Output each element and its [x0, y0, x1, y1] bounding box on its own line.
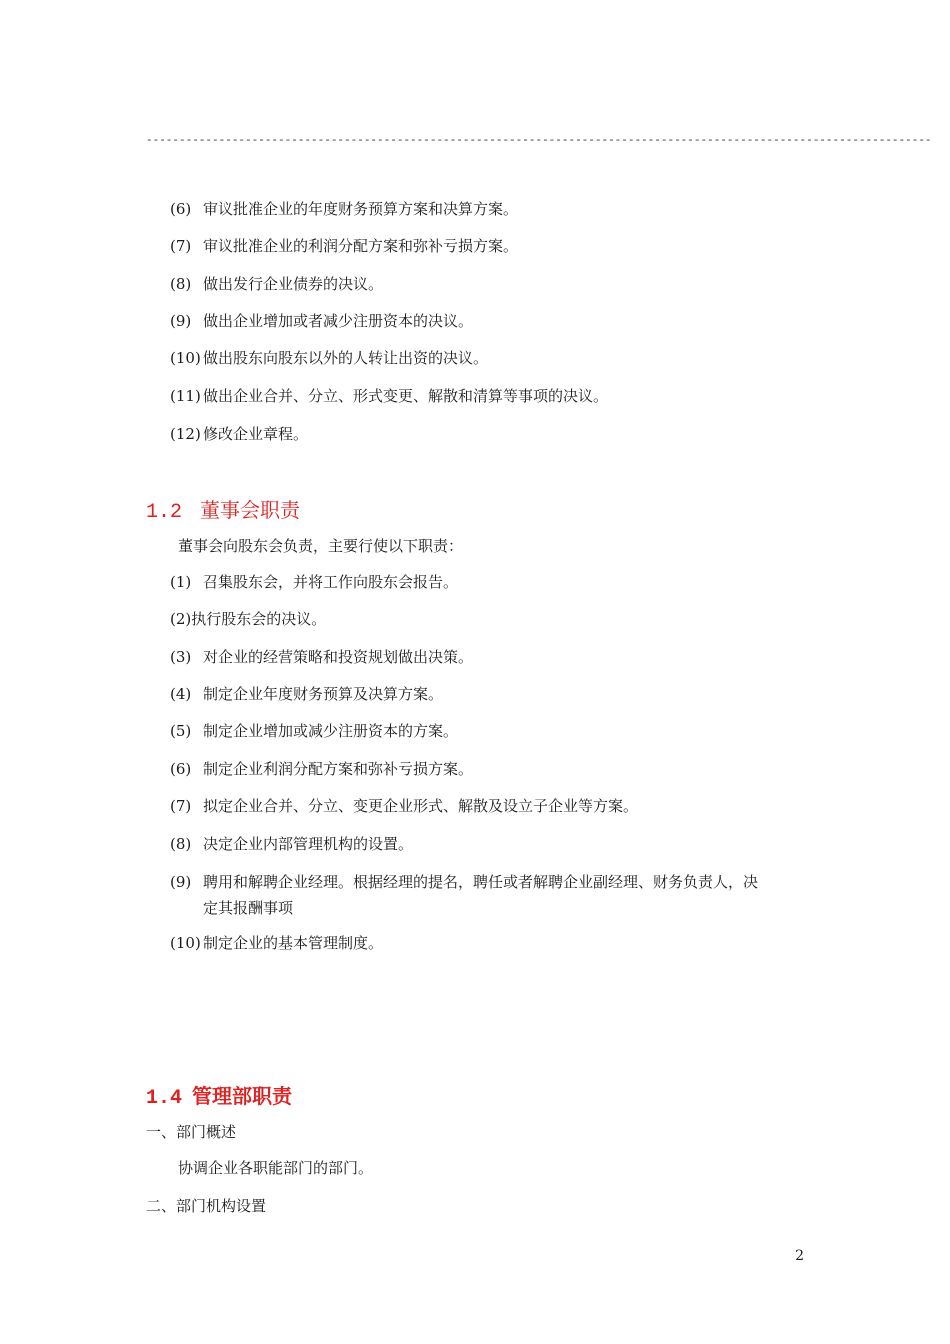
list-item: (10) 制定企业的基本管理制度。 [170, 934, 384, 952]
subsection-text: 协调企业各职能部门的部门。 [178, 1159, 374, 1177]
list-item: (10) 做出股东向股东以外的人转让出资的决议。 [170, 349, 489, 367]
list-item: (4) 制定企业年度财务预算及决算方案。 [170, 685, 444, 703]
list-item: (2)执行股东会的决议。 [170, 610, 327, 628]
header-rule: ----------------------------------------------------------------------------------------------------------------------- [146, 135, 932, 147]
list-item: (5) 制定企业增加或减少注册资本的方案。 [170, 722, 459, 740]
list-item: (7) 拟定企业合并、分立、变更企业形式、解散及设立子企业等方案。 [170, 797, 639, 815]
list-item: (3) 对企业的经营策略和投资规划做出决策。 [170, 648, 474, 666]
subsection-title: 一、部门概述 [146, 1123, 237, 1141]
list-item: (9) 做出企业增加或者减少注册资本的决议。 [170, 312, 474, 330]
list-item: (11) 做出企业合并、分立、形式变更、解散和清算等事项的决议。 [170, 387, 609, 405]
list-item: (12) 修改企业章程。 [170, 425, 309, 443]
list-item: (1) 召集股东会，并将工作向股东会报告。 [170, 573, 459, 591]
section-heading-1-2: 1.2 董事会职责 [146, 498, 301, 524]
page-number: 2 [795, 1248, 804, 1264]
list-item: (7) 审议批准企业的利润分配方案和弥补亏损方案。 [170, 237, 519, 255]
section-heading-1-4: 1.4 管理部职责 [146, 1084, 293, 1110]
section-intro: 董事会向股东会负责，主要行使以下职责： [178, 537, 464, 555]
list-item: (8) 决定企业内部管理机构的设置。 [170, 835, 414, 853]
list-item: (8) 做出发行企业债券的决议。 [170, 275, 384, 293]
subsection-title: 二、部门机构设置 [146, 1197, 267, 1215]
list-item: (9) 聘用和解聘企业经理。根据经理的提名，聘任或者解聘企业副经理、财务负责人，决定其报酬事项 [170, 873, 759, 917]
list-item: (6) 制定企业利润分配方案和弥补亏损方案。 [170, 760, 474, 778]
list-item: (6) 审议批准企业的年度财务预算方案和决算方案。 [170, 200, 519, 218]
